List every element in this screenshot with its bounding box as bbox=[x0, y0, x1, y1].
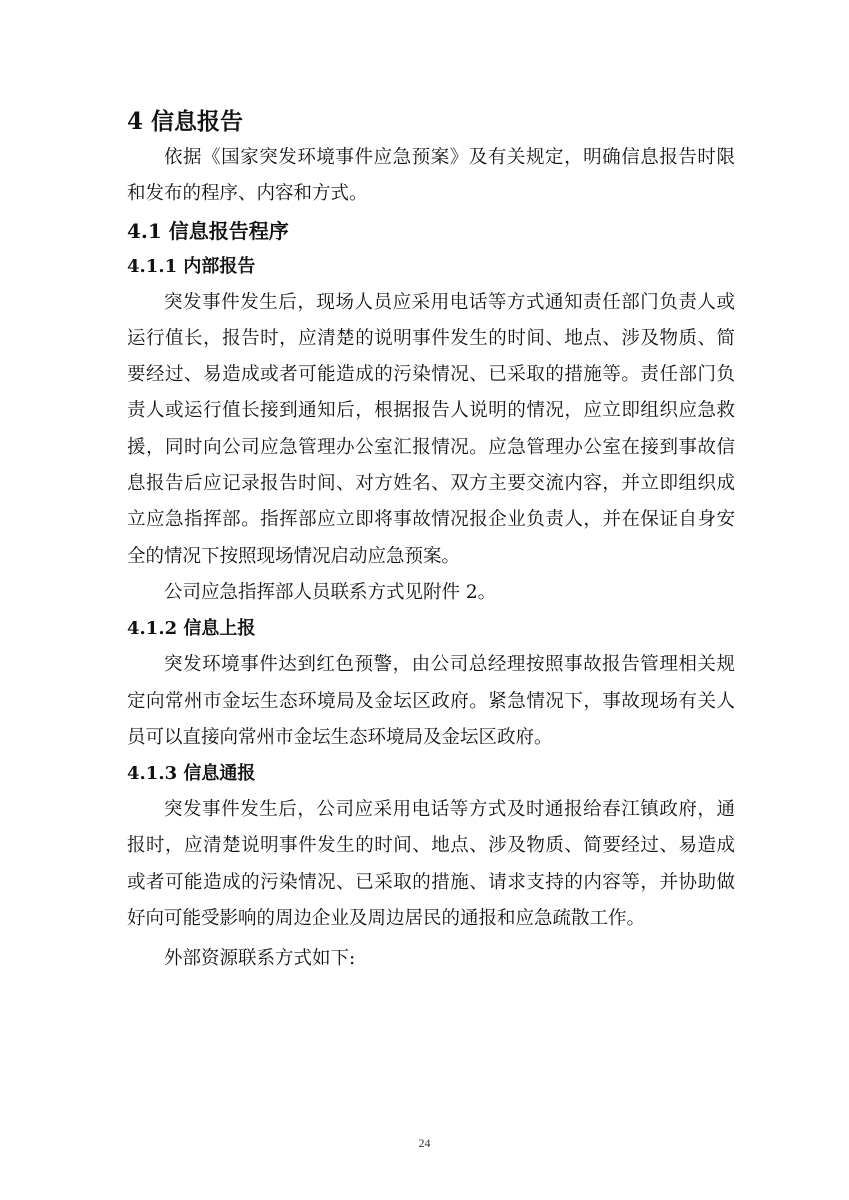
section-4-1-3-paragraph-1: 突发事件发生后，公司应采用电话等方式及时通报给春江镇政府，通报时，应清楚说明事件发生的时间、地点、涉及物质、简要经过、易造成或者可能造成的污染情况、已采取的措施、请求支持的内容等，并协助做好向可能受影响的周边企业及周边居民的通报和应急疏散工作。 bbox=[127, 799, 735, 930]
section-4-1-1-heading: 4.1.1 内部报告 bbox=[127, 255, 256, 277]
section-4-heading: 4 信息报告 bbox=[127, 108, 244, 135]
section-4-1-2-heading: 4.1.2 信息上报 bbox=[127, 618, 256, 640]
section-4-1-3-paragraph-2: 外部资源联系方式如下: bbox=[164, 948, 356, 970]
page-number: 24 bbox=[418, 1136, 431, 1150]
section-4-intro: 依据《国家突发环境事件应急预案》及有关规定，明确信息报告时限和发布的程序、内容和方式。 bbox=[127, 147, 735, 205]
section-4-1-3-heading: 4.1.3 信息通报 bbox=[127, 763, 256, 785]
page-content bbox=[127, 104, 735, 978]
section-4-1-1-paragraph-2: 公司应急指挥部人员联系方式见附件 2。 bbox=[164, 581, 497, 603]
section-4-1-1-paragraph-1: 突发事件发生后，现场人员应采用电话等方式通知责任部门负责人或运行值长，报告时，应清楚的说明事件发生的时间、地点、涉及物质、简要经过、易造成或者可能造成的污染情况、已采取的措施等。责任部门负责人或运行值长接到通知后，根据报告人说明的情况，应立即组织应急救援，同时向公司应急管理办公室汇报情况。应急管理办公室在接到事故信息报告后应记录报告时间、对方姓名、双方主要交流内容，并立即组织成立应急指挥部。指挥部应立即将事故情况报企业负责人，并在保证自身安全的情况下按照现场情况启动应急预案。 bbox=[127, 291, 735, 567]
section-4-1-2-paragraph-1: 突发环境事件达到红色预警，由公司总经理按照事故报告管理相关规定向常州市金坛生态环境局及金坛区政府。紧急情况下，事故现场有关人员可以直接向常州市金坛生态环境局及金坛区政府。 bbox=[127, 654, 735, 748]
section-4-1-heading: 4.1 信息报告程序 bbox=[127, 218, 289, 243]
